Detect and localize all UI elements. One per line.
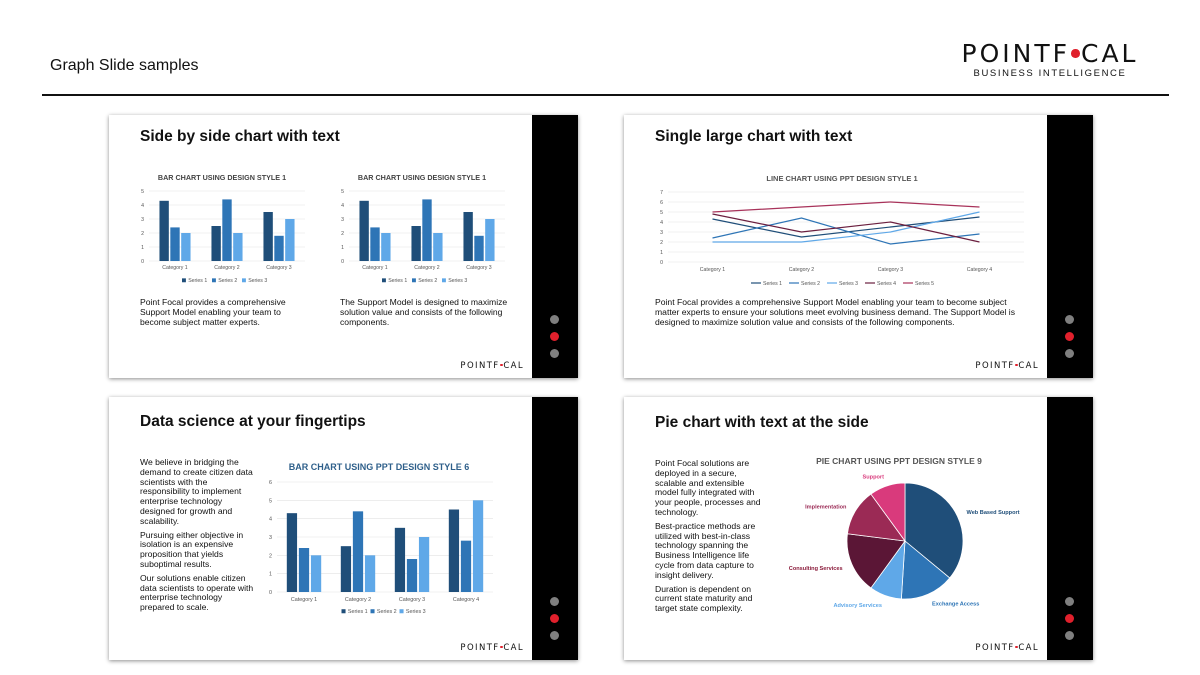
y-tick-label: 3 <box>269 535 272 541</box>
y-tick-label: 2 <box>141 231 144 237</box>
x-tick-label: Category 4 <box>452 597 480 603</box>
legend-swatch <box>400 609 404 613</box>
logo-subtitle: BUSINESS INTELLIGENCE <box>973 68 1127 79</box>
chart-title: BAR CHART USING DESIGN STYLE 1 <box>357 173 487 182</box>
y-tick-label: 3 <box>141 217 144 223</box>
y-tick-label: 3 <box>660 230 663 236</box>
legend-swatch <box>442 278 446 282</box>
mini-logo: POINTF CAL <box>975 643 1039 653</box>
bar <box>365 555 375 592</box>
bar <box>449 510 459 593</box>
brand-logo <box>932 40 1168 79</box>
x-tick-label: Category 1 <box>699 267 726 273</box>
bar <box>233 233 242 261</box>
nav-dot-icon[interactable] <box>550 349 559 358</box>
slide-title: Single large chart with text <box>655 128 853 145</box>
x-tick-label: Category 2 <box>788 267 815 273</box>
slide-data-science[interactable] <box>109 397 578 660</box>
slide-title: Side by side chart with text <box>140 128 340 145</box>
bar <box>274 236 283 261</box>
bar <box>341 546 351 592</box>
bar <box>381 233 390 261</box>
bar <box>461 541 471 592</box>
x-tick-label: Category 2 <box>214 265 240 271</box>
bar <box>170 227 179 261</box>
slide-text-right: The Support Model is designed to maximize solution value and consists of the following components. <box>340 297 508 327</box>
legend-label: Series 3 <box>448 278 468 284</box>
mini-logo: POINTF CAL <box>975 361 1039 371</box>
mini-logo: POINTF CAL <box>460 361 524 371</box>
slide-title: Pie chart with text at the side <box>655 414 869 431</box>
nav-dot-active-icon[interactable] <box>1065 614 1074 623</box>
paragraph: Duration is dependent on current state maturity and target state complexity. <box>655 583 753 614</box>
legend-label: Series 2 <box>376 609 397 615</box>
y-tick-label: 0 <box>269 590 272 596</box>
y-tick-label: 5 <box>141 189 144 195</box>
legend-label: Series 4 <box>877 281 897 287</box>
bar <box>473 500 483 592</box>
bar <box>263 212 272 261</box>
y-tick-label: 1 <box>660 250 663 256</box>
y-tick-label: 0 <box>341 259 344 265</box>
nav-dot-active-icon[interactable] <box>550 614 559 623</box>
nav-dot-icon[interactable] <box>1065 349 1074 358</box>
nav-dot-icon[interactable] <box>550 631 559 640</box>
x-tick-label: Category 1 <box>162 265 188 271</box>
bar-chart <box>259 459 499 619</box>
x-tick-label: Category 3 <box>398 597 426 603</box>
chart-title: PIE CHART USING PPT DESIGN STYLE 9 <box>816 456 982 466</box>
pie-label: Exchange Access <box>932 601 980 608</box>
legend-swatch <box>382 278 386 282</box>
bar <box>463 212 472 261</box>
bar <box>485 219 494 261</box>
x-tick-label: Category 1 <box>362 265 388 271</box>
nav-dot-active-icon[interactable] <box>1065 332 1074 341</box>
y-tick-label: 7 <box>660 190 663 196</box>
bar <box>411 226 420 261</box>
y-tick-label: 5 <box>269 498 272 505</box>
logo-dot-icon <box>1071 49 1080 58</box>
bar <box>159 201 168 261</box>
x-tick-label: Category 4 <box>966 267 993 273</box>
y-tick-label: 0 <box>141 259 144 265</box>
legend-label: Series 3 <box>839 281 859 287</box>
legend-label: Series 1 <box>763 281 783 287</box>
y-tick-label: 2 <box>269 553 272 560</box>
legend-label: Series 1 <box>388 278 408 284</box>
legend-swatch <box>242 278 246 282</box>
slide-pie[interactable] <box>624 397 1093 660</box>
legend-label: Series 3 <box>248 278 268 284</box>
nav-dot-icon[interactable] <box>1065 597 1074 606</box>
header-rule <box>42 94 1169 96</box>
legend-swatch <box>412 278 416 282</box>
bar <box>359 201 368 261</box>
mini-logo: POINTF CAL <box>460 643 524 653</box>
x-tick-label: Category 2 <box>344 597 372 603</box>
paragraph: Our solutions enable citizen data scientists to operate with enterprise technology prepared to scale. <box>140 572 254 613</box>
chart-title: BAR CHART USING DESIGN STYLE 1 <box>157 173 287 182</box>
legend-label: Series 2 <box>418 278 438 284</box>
bar <box>287 513 297 592</box>
y-tick-label: 2 <box>341 231 344 237</box>
line-chart <box>642 171 1042 289</box>
bar <box>407 559 417 592</box>
x-tick-label: Category 3 <box>466 265 492 271</box>
bar <box>422 199 431 261</box>
y-tick-label: 1 <box>269 571 272 578</box>
slide-sidebar <box>532 115 578 378</box>
bar <box>311 555 321 592</box>
x-tick-label: Category 1 <box>290 597 318 603</box>
y-tick-label: 1 <box>141 245 144 251</box>
logo-word-b: CAL <box>1080 39 1139 68</box>
y-tick-label: 6 <box>269 480 272 486</box>
legend-label: Series 1 <box>347 609 368 615</box>
x-tick-label: Category 3 <box>266 265 292 271</box>
paragraph: Point Focal solutions are deployed in a secure, scalable and extensible model fully integrated with your people, processes and technology. <box>655 458 761 517</box>
pie-label: Consulting Services <box>788 566 843 573</box>
series-line <box>713 214 980 242</box>
slide-side-by-side[interactable] <box>109 115 578 378</box>
paragraph: We believe in bridging the demand to create citizen data scientists with the responsibility to implement enterprise technology designed for growth and scalability. <box>140 457 253 526</box>
logo-word-a: POINTF <box>961 39 1070 68</box>
series-line <box>713 202 980 212</box>
nav-dot-icon[interactable] <box>550 315 559 324</box>
nav-dot-icon[interactable] <box>1065 631 1074 640</box>
slide-text-left: Point Focal provides a comprehensive Support Model enabling your team to become subject matter experts. <box>140 297 286 327</box>
legend-label: Series 3 <box>405 609 426 615</box>
paragraph: Pursuing either objective in isolation is an expensive proposition that yields suboptimal results. <box>140 529 244 569</box>
bar <box>370 227 379 261</box>
x-tick-label: Category 2 <box>414 265 440 271</box>
chart-title: LINE CHART USING PPT DESIGN STYLE 1 <box>766 174 918 183</box>
bar <box>285 219 294 261</box>
legend-swatch <box>371 609 375 613</box>
legend-label: Series 2 <box>801 281 821 287</box>
bar <box>181 233 190 261</box>
bar <box>433 233 442 261</box>
bar <box>211 226 220 261</box>
slide-sidebar <box>532 397 578 660</box>
legend-swatch <box>212 278 216 282</box>
slide-title: Data science at your fingertips <box>140 413 366 430</box>
bar-chart-left <box>127 171 317 291</box>
pie-label: Implementation <box>805 504 847 511</box>
y-tick-label: 2 <box>660 240 663 246</box>
y-tick-label: 4 <box>269 516 272 523</box>
slide-text: Point Focal provides a comprehensive Support Model enabling your team to become subject matter experts to ensure your solutions meet evolving business demand. The Support Model is designed to maximize solution value and consists of the following components. <box>655 297 1016 327</box>
legend-swatch <box>342 609 346 613</box>
legend-label: Series 1 <box>188 278 208 284</box>
slide-single-large[interactable] <box>624 115 1093 378</box>
paragraph: Best-practice methods are utilized with best-in-class technology spanning the Business Intelligence life cycle from data capture to insight delivery. <box>655 520 756 580</box>
y-tick-label: 5 <box>341 189 344 195</box>
bar <box>419 537 429 592</box>
y-tick-label: 3 <box>341 217 344 223</box>
page-title: Graph Slide samples <box>50 57 199 74</box>
pie-label: Web Based Support <box>966 510 1020 517</box>
slide-text <box>140 458 258 617</box>
pie-label: Support <box>862 474 884 481</box>
x-tick-label: Category 3 <box>877 267 904 273</box>
bar <box>222 199 231 261</box>
y-tick-label: 4 <box>341 203 344 209</box>
legend-label: Series 2 <box>218 278 238 284</box>
pie-label: Advisory Services <box>833 602 882 609</box>
bar <box>299 548 309 592</box>
bar <box>474 236 483 261</box>
y-tick-label: 4 <box>660 220 663 226</box>
pie-chart <box>769 453 1039 618</box>
y-tick-label: 5 <box>660 210 663 216</box>
y-tick-label: 0 <box>660 260 663 266</box>
legend-swatch <box>182 278 186 282</box>
chart-title: BAR CHART USING PPT DESIGN STYLE 6 <box>288 462 470 472</box>
bar-chart-right <box>327 171 517 291</box>
y-tick-label: 6 <box>660 200 663 206</box>
nav-dot-active-icon[interactable] <box>550 332 559 341</box>
slide-text <box>655 459 767 618</box>
legend-label: Series 5 <box>915 281 935 287</box>
bar <box>395 528 405 592</box>
bar <box>353 511 363 592</box>
nav-dot-icon[interactable] <box>550 597 559 606</box>
slide-sidebar <box>1047 115 1093 378</box>
slide-sidebar <box>1047 397 1093 660</box>
nav-dot-icon[interactable] <box>1065 315 1074 324</box>
y-tick-label: 4 <box>141 203 144 209</box>
y-tick-label: 1 <box>341 245 344 251</box>
